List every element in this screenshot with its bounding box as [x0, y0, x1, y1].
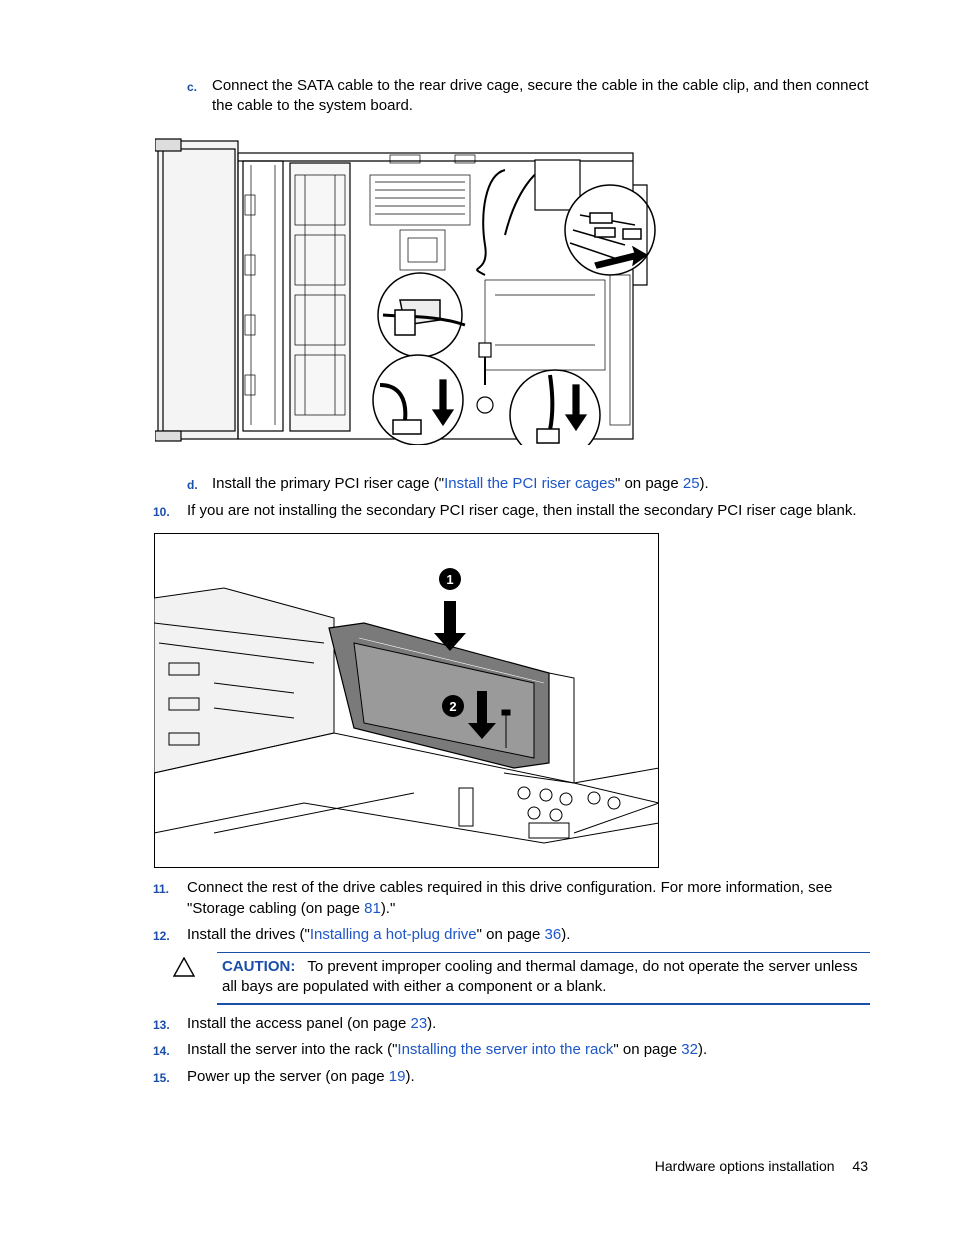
step-text-line1: Connect the SATA cable to the rear drive cage, secure the cable in the cable clip, and then connect: [212, 77, 869, 94]
step-text-post: ).: [561, 926, 571, 943]
step-marker: 12.: [153, 929, 170, 943]
page-footer: [655, 1158, 868, 1174]
step-text-pre: Install the primary PCI riser cage (": [212, 475, 445, 492]
page-link[interactable]: 36: [544, 926, 562, 943]
caution-triangle-icon: [173, 957, 195, 977]
step-text: [187, 924, 570, 945]
step-text-pre: "Storage cabling (on page: [187, 900, 365, 917]
caution-text-line1: To prevent improper cooling and thermal damage, do not operate the server unless: [307, 958, 858, 975]
sata-cable-routing-illustration: [155, 135, 660, 445]
step-marker: 13.: [153, 1018, 170, 1032]
step-marker: c.: [187, 80, 198, 94]
link-installing-server-into-rack[interactable]: Installing the server into the rack: [397, 1041, 614, 1058]
step-text-post: ).: [427, 1015, 437, 1032]
step-text: [187, 1013, 436, 1034]
step-text-line2: the cable to the system board.: [212, 97, 413, 114]
callout-2: 2: [449, 699, 457, 714]
page-link[interactable]: 32: [681, 1041, 698, 1058]
caution-text-line2: all bays are populated with either a component or a blank.: [222, 978, 607, 995]
step-text-pre: Install the drives (": [187, 926, 310, 943]
step-text: If you are not installing the secondary PCI riser cage, then install the secondary PCI riser cage blank.: [187, 502, 857, 519]
page-link[interactable]: 19: [388, 1068, 406, 1085]
step-marker: 10.: [153, 505, 170, 519]
step-text-pre: Install the server into the rack (": [187, 1041, 398, 1058]
caution-title: CAUTION:: [222, 958, 296, 975]
footer-section: Hardware options installation: [654, 1158, 835, 1174]
step-text-mid: " on page: [614, 475, 683, 492]
step-text-post: ).": [380, 900, 396, 917]
step-text-pre: Install the access panel (on page: [187, 1015, 411, 1032]
step-text-post: ).: [699, 475, 709, 492]
footer-page-number: 43: [852, 1158, 868, 1174]
step-text-post: ).: [697, 1041, 708, 1058]
step-marker: 11.: [153, 882, 170, 896]
step-marker: 14.: [153, 1044, 170, 1058]
page-link[interactable]: 25: [682, 475, 700, 492]
link-install-pci-riser-cages[interactable]: Install the PCI riser cages: [444, 475, 615, 492]
step-text-mid: " on page: [613, 1041, 682, 1058]
riser-cage-blank-illustration: [154, 533, 659, 868]
caution-line1: [222, 956, 858, 977]
step-text-post: ).: [405, 1068, 415, 1085]
page-link[interactable]: 81: [364, 900, 381, 917]
step-text: [212, 473, 709, 494]
step-marker: 15.: [153, 1071, 170, 1085]
step-text-line2: [187, 898, 395, 919]
step-text: [187, 1066, 415, 1087]
step-text: [187, 1039, 707, 1060]
step-text-pre: Power up the server (on page: [187, 1068, 389, 1085]
page-link[interactable]: 23: [410, 1015, 428, 1032]
step-text-line1: Connect the rest of the drive cables required in this drive configuration. For more information, see: [187, 879, 833, 896]
step-text-mid: " on page: [476, 926, 545, 943]
link-installing-hot-plug-drive[interactable]: Installing a hot-plug drive: [309, 926, 477, 943]
callout-1: 1: [446, 572, 454, 587]
step-marker: d.: [187, 478, 198, 492]
